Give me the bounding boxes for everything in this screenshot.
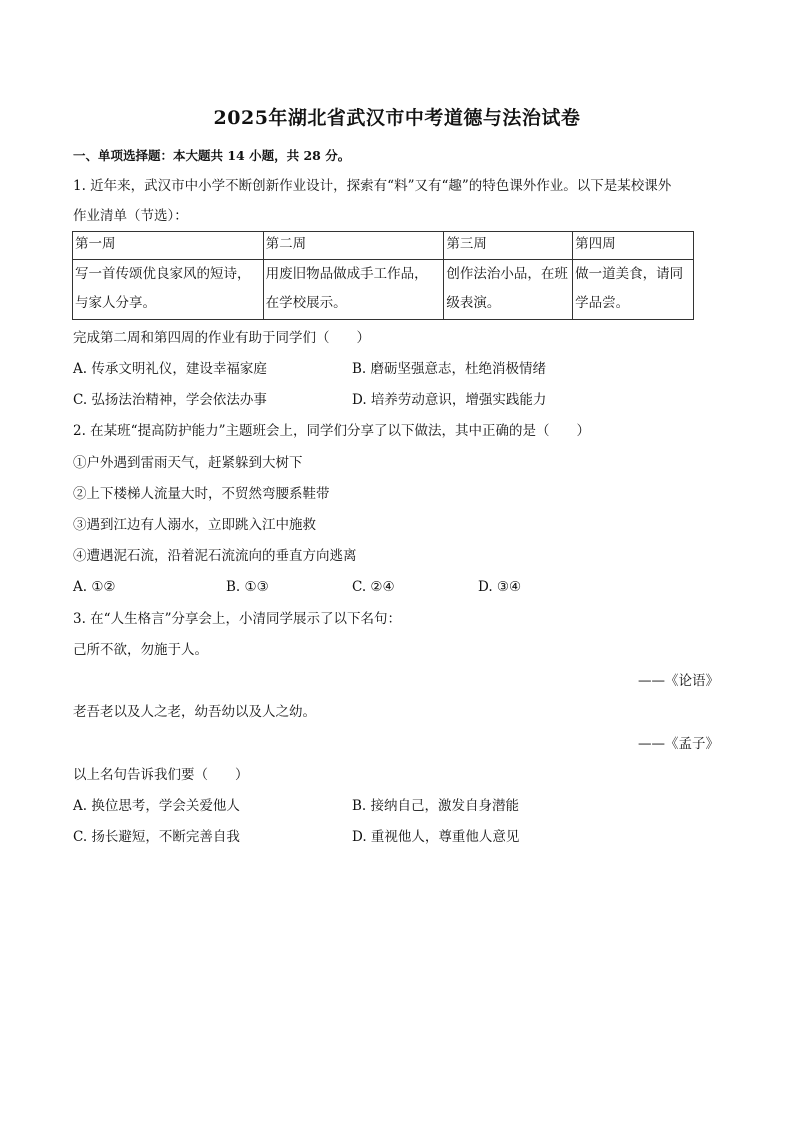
q3-source-1: ——《论语》 [638, 673, 719, 689]
q3-stem: 3. 在“人生格言”分享会上，小清同学展示了以下名句： [73, 611, 401, 627]
homework-table [72, 231, 694, 320]
cell-line: 学品尝。 [575, 295, 630, 311]
q1-stem-line2: 作业清单（节选）： [73, 208, 188, 224]
q3-source-2: ——《孟子》 [638, 736, 719, 752]
q2-option-d[interactable]: D. ③④ [478, 579, 522, 595]
q2-stem: 2. 在某班“提高防护能力”主题班会上，同学们分享了以下做法，其中正确的是（ ） [73, 423, 590, 439]
q3-option-b[interactable]: B. 接纳自己，激发自身潜能 [352, 798, 520, 814]
q2-item-2: ②上下楼梯人流量大时，不贸然弯腰系鞋带 [73, 486, 330, 502]
q1-question: 完成第二周和第四周的作业有助于同学们（ ） [73, 330, 370, 346]
q1-option-b[interactable]: B. 磨砺坚强意志，杜绝消极情绪 [352, 361, 547, 377]
cell-line: 写一首传颂优良家风的短诗， [75, 266, 251, 282]
q3-option-d[interactable]: D. 重视他人，尊重他人意见 [352, 829, 520, 845]
table-cell [73, 260, 264, 320]
table-row [73, 260, 694, 320]
table-header-cell: 第二周 [263, 232, 444, 260]
table-header-cell: 第四周 [573, 232, 694, 260]
table-header-row [73, 232, 694, 260]
q2-item-4: ④遭遇泥石流，沿着泥石流流向的垂直方向逃离 [73, 548, 357, 564]
table-header-cell: 第一周 [73, 232, 264, 260]
cell-line: 创作法治小品，在班 [446, 266, 568, 282]
cell-line: 在学校展示。 [265, 295, 347, 311]
q1-stem-line1: 1. 近年来，武汉市中小学不断创新作业设计，探索有“料”又有“趣”的特色课外作业。以下是某校课外 [73, 178, 672, 194]
q2-option-c[interactable]: C. ②④ [352, 579, 395, 595]
q2-item-3: ③遇到江边有人溺水，立即跳入江中施救 [73, 517, 316, 533]
q3-option-c[interactable]: C. 扬长避短，不断完善自我 [73, 829, 240, 845]
table-header-cell: 第三周 [444, 232, 573, 260]
cell-line: 做一道美食，请同 [575, 266, 684, 282]
q3-quote-2: 老吾老以及人之老，幼吾幼以及人之幼。 [73, 704, 316, 720]
table-cell [444, 260, 573, 320]
q2-option-a[interactable]: A. ①② [73, 579, 116, 595]
table-cell [573, 260, 694, 320]
table-cell [263, 260, 444, 320]
cell-line: 用废旧物品做成手工作品， [265, 266, 428, 282]
q3-quote-1: 己所不欲，勿施于人。 [73, 642, 208, 658]
q1-option-c[interactable]: C. 弘扬法治精神，学会依法办事 [73, 392, 267, 408]
q1-option-d[interactable]: D. 培养劳动意识，增强实践能力 [352, 392, 547, 408]
cell-line: 与家人分享。 [75, 295, 156, 311]
cell-line: 级表演。 [446, 295, 501, 311]
q2-option-b[interactable]: B. ①③ [226, 579, 269, 595]
q1-option-a[interactable]: A. 传承文明礼仪，建设幸福家庭 [73, 361, 267, 377]
q2-item-1: ①户外遇到雷雨天气，赶紧躲到大树下 [73, 455, 303, 471]
q3-option-a[interactable]: A. 换位思考，学会关爱他人 [73, 798, 240, 814]
q3-question: 以上名句告诉我们要（ ） [73, 767, 249, 783]
section-heading: 一、单项选择题：本大题共 14 小题，共 28 分。 [73, 148, 351, 163]
exam-title: 2025年湖北省武汉市中考道德与法治试卷 [213, 107, 581, 129]
